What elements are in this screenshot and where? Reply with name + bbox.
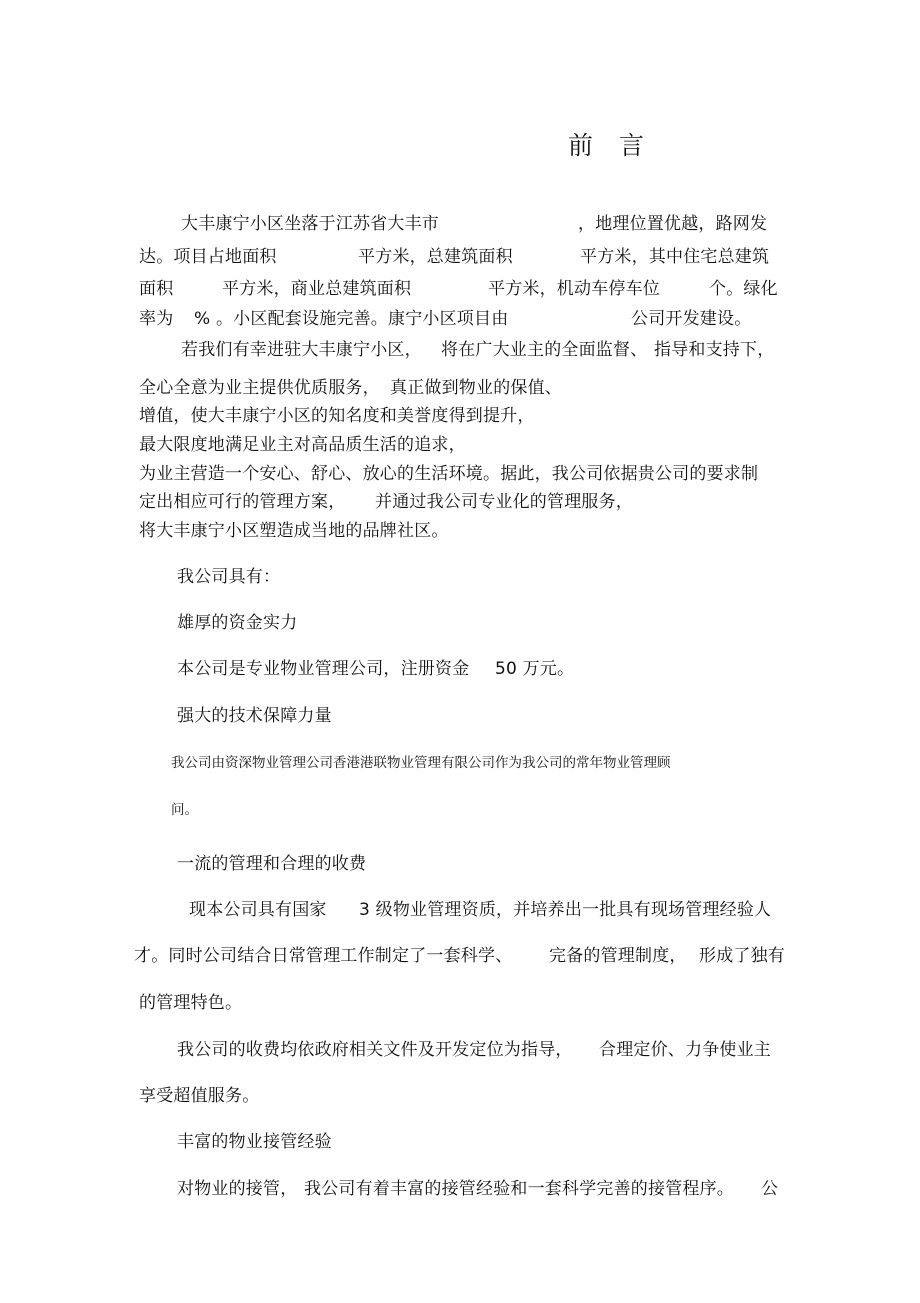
intro-line-3b: 平方米，商业总建筑面积: [222, 279, 412, 299]
para2-line-1c: 指导和支持下，: [654, 340, 775, 360]
heading-management: 一流的管理和合理的收费: [177, 854, 367, 874]
para2-line-6a: 定出相应可行的管理方案，: [139, 492, 346, 512]
management-line-1a: 现本公司具有国家: [189, 900, 327, 920]
intro-line-2b: 平方米，总建筑面积: [358, 247, 513, 267]
takeover-line-1b: 我公司有着丰富的接管经验和一套科学完善的接管程序。: [304, 1179, 734, 1199]
heading-capital: 雄厚的资金实力: [177, 613, 298, 633]
intro-line-4c: 。小区配套设施完善。康宁小区项目由: [216, 309, 509, 329]
company-intro: 我公司具有：: [177, 567, 281, 587]
intro-line-1-end: ，地理位置优越，路网发: [578, 214, 768, 234]
technical-text-1: 我公司由资深物业管理公司香港港联物业管理有限公司作为我公司的常年物业管理顾: [171, 755, 671, 771]
intro-line-3c: 平方米，机动车停车位: [488, 279, 660, 299]
para2-line-5: 为业主营造一个安心、舒心、放心的生活环境。据此，我公司依据贵公司的要求制: [139, 464, 759, 484]
page-title: 前 言: [568, 131, 653, 160]
fees-line-1a: 我公司的收费均依政府相关文件及开发定位为指导，: [177, 1040, 573, 1060]
intro-line-2a: 达。项目占地面积: [139, 247, 277, 267]
para2-line-3: 增值，使大丰康宁小区的知名度和美誉度得到提升，: [139, 406, 535, 426]
para2-line-4: 最大限度地满足业主对高品质生活的追求，: [139, 435, 466, 455]
intro-line-4d: 公司开发建设。: [631, 309, 752, 329]
para2-line-2a: 全心全意为业主提供优质服务，: [139, 378, 380, 398]
para2-line-1a: 若我们有幸进驻大丰康宁小区，: [181, 340, 422, 360]
takeover-line-1a: 对物业的接管，: [177, 1179, 298, 1199]
intro-line-1: 大丰康宁小区坐落于江苏省大丰市: [181, 214, 439, 234]
heading-technical: 强大的技术保障力量: [177, 706, 332, 726]
capital-text: 本公司是专业物业管理公司，注册资金: [177, 659, 470, 679]
para2-line-1b: 将在广大业主的全面监督、: [441, 340, 648, 360]
fees-line-1b: 合理定价、力争使业主: [599, 1040, 771, 1060]
intro-line-2c: 平方米，其中住宅总建筑: [580, 247, 770, 267]
capital-amount: 50 万元。: [495, 659, 575, 679]
management-line-2b: 完备的管理制度，: [549, 946, 687, 966]
para2-line-6b: 并通过我公司专业化的管理服务，: [375, 492, 633, 512]
takeover-line-1c: 公: [761, 1179, 779, 1199]
management-line-3: 的管理特色。: [139, 993, 243, 1013]
intro-line-4b: %: [194, 309, 211, 329]
para2-line-7: 将大丰康宁小区塑造成当地的品牌社区。: [139, 521, 449, 541]
fees-line-2: 享受超值服务。: [139, 1086, 260, 1106]
technical-text-2: 问。: [171, 802, 198, 818]
management-line-2a: 才。同时公司结合日常管理工作制定了一套科学、: [134, 946, 513, 966]
intro-line-3a: 面积: [139, 279, 174, 299]
management-line-1b: 3 级物业管理资质，并培养出一批具有现场管理经验人: [359, 900, 772, 920]
management-line-2c: 形成了独有: [699, 946, 785, 966]
intro-line-4a: 率为: [139, 309, 174, 329]
heading-takeover: 丰富的物业接管经验: [177, 1132, 332, 1152]
intro-line-3d: 个。绿化: [709, 279, 778, 299]
para2-line-2b: 真正做到物业的保值、: [390, 378, 562, 398]
